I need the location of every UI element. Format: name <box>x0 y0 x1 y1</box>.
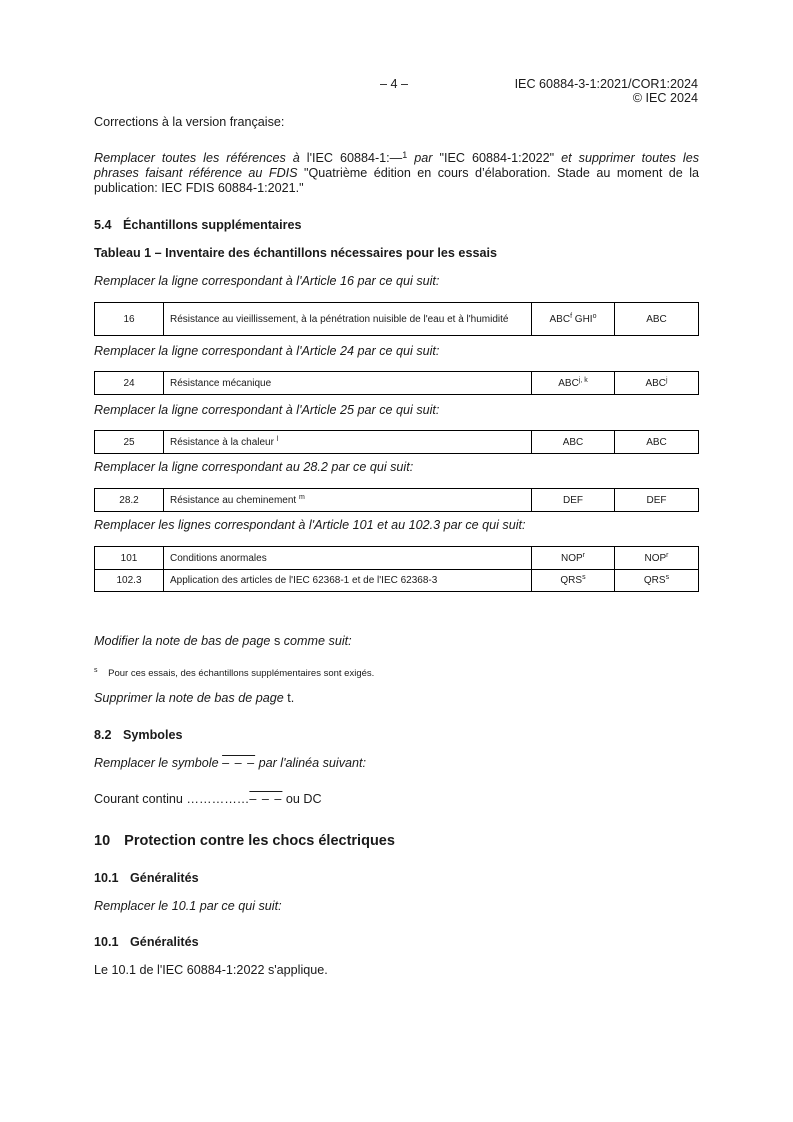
footnote-marker: s <box>94 667 98 674</box>
dc-symbol: – – – <box>249 792 283 806</box>
footnote-text: Pour ces essais, des échantillons supplémentaires sont exigés. <box>108 668 375 679</box>
samples-footnote: s <box>582 574 586 581</box>
page-number: – 4 – <box>380 77 409 91</box>
instruction-article-25: Remplacer la ligne correspondant à l'Article 25 par ce qui suit: <box>94 403 440 417</box>
cell-article-number: 24 <box>95 372 164 395</box>
table-row <box>95 431 699 454</box>
section-title: Protection contre les chocs électriques <box>124 833 395 849</box>
section-10-heading <box>94 833 395 849</box>
additional-value: ABC <box>645 377 666 389</box>
additional-value: QRS <box>643 575 666 586</box>
replace-refs-part-b: l'IEC 60884-1:— <box>306 151 403 165</box>
additional-footnote: s <box>665 574 670 581</box>
delete-part-a: Supprimer la note de bas de page <box>94 691 284 705</box>
cell-samples: DEF <box>532 489 615 512</box>
section-number: 10 <box>94 833 111 849</box>
replace-refs-part-e: et supprimer toutes les phrases faisant référence au FDIS <box>94 151 700 180</box>
delete-part-b: t. <box>287 691 295 705</box>
dc-symbol: – – – <box>222 756 256 770</box>
additional-footnote: j <box>666 376 668 384</box>
replace-refs-part-f: "Quatrième édition en cours d’élaboration. Stade au moment de la publication: IEC FDIS 60884-1:2021." <box>94 166 700 195</box>
cell-description: Application des articles de l'IEC 62368-1 et de l'IEC 62368-3 <box>164 570 532 592</box>
samples-footnote: r <box>582 551 585 559</box>
modify-part-c: comme suit: <box>283 634 352 648</box>
modify-footnote-instruction <box>94 634 352 648</box>
samples-footnote-a: f <box>570 312 573 320</box>
section-8-2-heading <box>94 728 183 742</box>
cell-samples: ABC <box>532 431 615 454</box>
modify-part-b: s <box>273 634 281 648</box>
cell-article-number: 101 <box>95 547 164 570</box>
delete-footnote-instruction <box>94 691 294 705</box>
section-title: Généralités <box>130 935 199 949</box>
cell-article-number: 102.3 <box>95 570 164 592</box>
cell-samples <box>532 303 615 336</box>
table-row-article-25 <box>94 430 699 454</box>
section-title: Échantillons supplémentaires <box>123 218 302 232</box>
table-row <box>95 547 699 570</box>
samples-footnote-b: o <box>592 312 597 320</box>
section-5-4-heading <box>94 218 301 232</box>
cell-article-number: 25 <box>95 431 164 454</box>
copyright-notice: © IEC 2024 <box>632 91 698 105</box>
samples-value-a: ABC <box>549 313 571 325</box>
table-1-title: Tableau 1 – Inventaire des échantillons nécessaires pour les essais <box>94 246 497 260</box>
section-title: Symboles <box>123 728 183 742</box>
table-row <box>95 372 699 395</box>
dc-definition-text: Courant continu …………… <box>94 792 250 806</box>
description-text: Résistance à la chaleur <box>170 436 274 448</box>
section-number: 10.1 <box>94 871 119 885</box>
samples-value-b: GHI <box>572 313 593 325</box>
section-number: 5.4 <box>94 218 112 232</box>
table-row <box>95 570 699 592</box>
section-10-1-heading <box>94 871 199 885</box>
samples-footnote: j, k <box>578 376 588 384</box>
cell-description <box>164 431 532 454</box>
modify-part-a: Modifier la note de bas de page <box>94 634 271 648</box>
cell-description: Conditions anormales <box>164 547 532 570</box>
instruction-article-101: Remplacer les lignes correspondant à l'Article 101 et au 102.3 par ce qui suit: <box>94 518 526 532</box>
cell-description <box>164 489 532 512</box>
table-rows-101-102-3 <box>94 546 699 592</box>
instruction-article-24: Remplacer la ligne correspondant à l'Article 24 par ce qui suit: <box>94 344 440 358</box>
replace-symbol-part-a: Remplacer le symbole <box>94 756 219 770</box>
section-title: Généralités <box>130 871 199 885</box>
cell-additional-samples <box>615 570 699 592</box>
description-text: Résistance au cheminement <box>170 494 297 506</box>
replace-symbol-instruction <box>94 756 366 770</box>
table-row-28-2 <box>94 488 699 512</box>
cell-samples <box>532 547 615 570</box>
samples-value: ABC <box>558 377 579 389</box>
dc-definition-suffix: ou DC <box>285 792 322 806</box>
section-10-1-body: Le 10.1 de l'IEC 60884-1:2022 s'applique. <box>94 963 328 977</box>
replace-refs-part-c: par <box>414 151 433 165</box>
table-row-article-24 <box>94 371 699 395</box>
table-row-article-16 <box>94 302 699 336</box>
replace-refs-part-a: Remplacer toutes les références à <box>94 151 300 165</box>
cell-description: Résistance au vieillissement, à la pénétration nuisible de l'eau et à l'humidité <box>164 303 532 336</box>
cell-additional-samples: ABC <box>615 303 699 336</box>
replace-refs-footnote-ref: 1 <box>402 150 408 160</box>
corrections-title: Corrections à la version française: <box>94 115 285 129</box>
description-footnote: m <box>298 493 305 501</box>
samples-value: QRS <box>560 575 583 586</box>
direct-current-definition <box>94 792 322 806</box>
replace-references-paragraph <box>94 151 699 196</box>
instruction-article-16: Remplacer la ligne correspondant à l'Article 16 par ce qui suit: <box>94 274 440 288</box>
document-identifier: IEC 60884-3-1:2021/COR1:2024 <box>514 77 698 91</box>
samples-value: NOP <box>560 552 583 564</box>
instruction-28-2: Remplacer la ligne correspondant au 28.2 par ce qui suit: <box>94 460 414 474</box>
replace-refs-part-d: "IEC 60884-1:2022" <box>439 151 555 165</box>
additional-footnote: r <box>666 551 669 559</box>
replace-symbol-part-b: par l'alinéa suivant: <box>258 756 367 770</box>
table-row <box>95 489 699 512</box>
section-number: 8.2 <box>94 728 112 742</box>
additional-value: NOP <box>644 552 667 564</box>
cell-samples <box>532 372 615 395</box>
description-footnote: l <box>276 435 279 443</box>
footnote-s <box>94 668 374 679</box>
table-row <box>95 303 699 336</box>
cell-article-number: 28.2 <box>95 489 164 512</box>
cell-additional-samples: ABC <box>615 431 699 454</box>
section-10-1-replacement-heading <box>94 935 199 949</box>
cell-additional-samples: DEF <box>615 489 699 512</box>
cell-additional-samples <box>615 372 699 395</box>
cell-article-number: 16 <box>95 303 164 336</box>
section-number: 10.1 <box>94 935 119 949</box>
cell-samples <box>532 570 615 592</box>
replace-10-1-instruction: Remplacer le 10.1 par ce qui suit: <box>94 899 282 913</box>
cell-description: Résistance mécanique <box>164 372 532 395</box>
cell-additional-samples <box>615 547 699 570</box>
